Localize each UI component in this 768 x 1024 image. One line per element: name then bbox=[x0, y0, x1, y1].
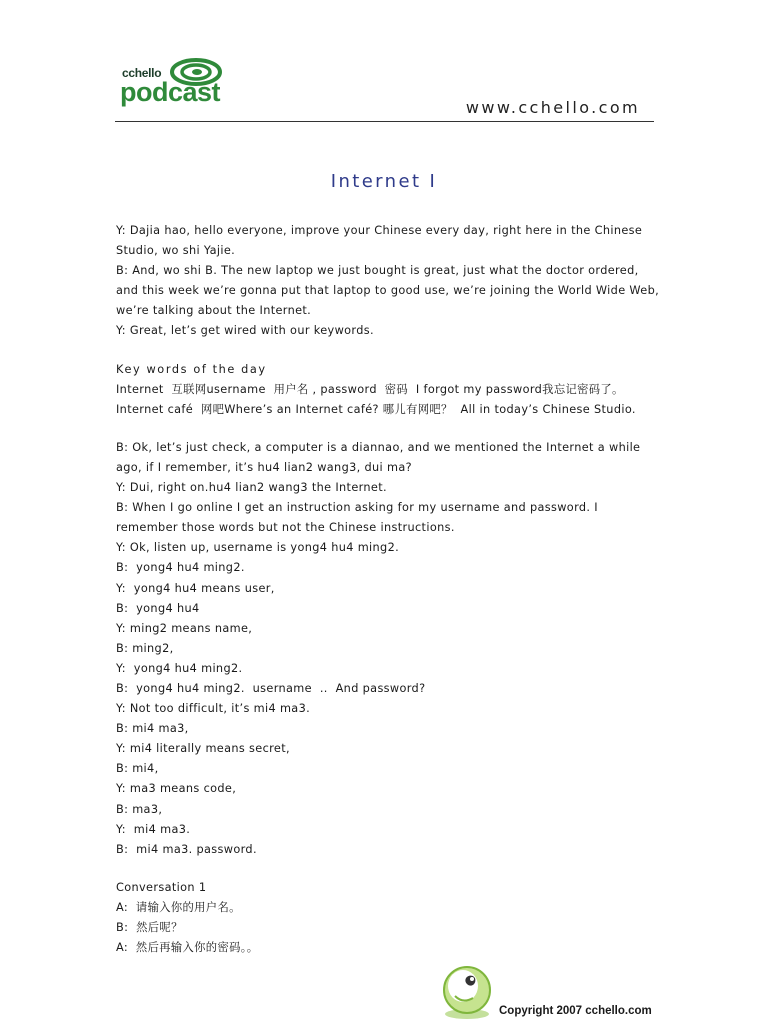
paragraph: Y: Dajia hao, hello everyone, improve your Chinese every day, right here in the Chinese Studio, wo shi Yajie. bbox=[116, 224, 647, 258]
conversation-list bbox=[116, 898, 661, 958]
dialogue-line: Y: ming2 means name, bbox=[116, 621, 253, 635]
logo-wordmark-small: cchello bbox=[122, 66, 162, 80]
section-heading-conversation: Conversation 1 bbox=[116, 880, 207, 894]
dialogue-line: B: yong4 hu4 bbox=[116, 601, 200, 615]
dialogue-line: B: ming2, bbox=[116, 641, 174, 655]
dialogue-line: B: mi4, bbox=[116, 762, 159, 776]
dialogue-line: B: ma3, bbox=[116, 802, 163, 816]
dialogue-line: Y: mi4 literally means secret, bbox=[116, 742, 290, 756]
conversation-line: B: 然后呢？ bbox=[116, 921, 183, 934]
dialogue-line: B: mi4 ma3, bbox=[116, 722, 189, 736]
paragraph: Y: Great, let’s get wired with our keywords. bbox=[116, 324, 374, 338]
dialogue-line: Y: Ok, listen up, username is yong4 hu4 ming2. bbox=[116, 541, 400, 555]
dialogue-line: Y: Dui, right on.hu4 lian2 wang3 the Internet. bbox=[116, 481, 387, 495]
logo-wordmark-podcast: podcast bbox=[120, 77, 221, 107]
dialogue-line: B: yong4 hu4 ming2. bbox=[116, 561, 245, 575]
spacer bbox=[116, 420, 661, 438]
conversation-line: A: 请输入你的用户名。 bbox=[116, 900, 241, 914]
dialogue-line: Y: yong4 hu4 ming2. bbox=[116, 661, 243, 675]
section-heading-keywords: Key words of the day bbox=[116, 362, 267, 376]
dialogue-line: B: yong4 hu4 ming2. username .. And password? bbox=[116, 681, 426, 695]
cchello-mascot-logo bbox=[437, 962, 497, 1022]
dialogue-list bbox=[116, 438, 661, 860]
dialogue-line: Y: yong4 hu4 means user, bbox=[116, 581, 275, 595]
header-divider bbox=[115, 121, 654, 122]
spacer bbox=[116, 342, 661, 360]
keywords-paragraph: Internet 互联网username 用户名 , password 密码 I forgot my password我忘记密码了。Internet café 网吧Where’s an Internet café? 哪儿有网吧？ All in today’s Chinese Studio. bbox=[116, 382, 636, 416]
spacer bbox=[116, 860, 661, 878]
dialogue-line: B: Ok, let’s just check, a computer is a diannao, and we mentioned the Internet a while ago, if I remember, it’s hu4 lian2 wang3, dui ma? bbox=[116, 440, 645, 474]
copyright-text: Copyright 2007 cchello.com bbox=[499, 1005, 652, 1017]
dialogue-line: Y: ma3 means code, bbox=[116, 782, 237, 796]
paragraph: B: And, wo shi B. The new laptop we just bought is great, just what the doctor ordered, and this week we’re gonna put that laptop to good use, we’re joining the World Wide Web, we’re talking about the Internet. bbox=[116, 264, 664, 318]
dialogue-line: Y: Not too difficult, it’s mi4 ma3. bbox=[116, 702, 311, 716]
dialogue-line: Y: mi4 ma3. bbox=[116, 822, 191, 836]
cchello-podcast-logo bbox=[120, 58, 230, 110]
dialogue-line: B: When I go online I get an instruction asking for my username and password. I remember those words but not the Chinese instructions. bbox=[116, 501, 602, 535]
document-body bbox=[116, 221, 664, 958]
site-url: www.cchello.com bbox=[465, 98, 640, 117]
dialogue-line: B: mi4 ma3. password. bbox=[116, 842, 257, 856]
conversation-line: A: 然后再输入你的密码。。 bbox=[116, 941, 259, 955]
page-title: Internet I bbox=[330, 171, 438, 192]
